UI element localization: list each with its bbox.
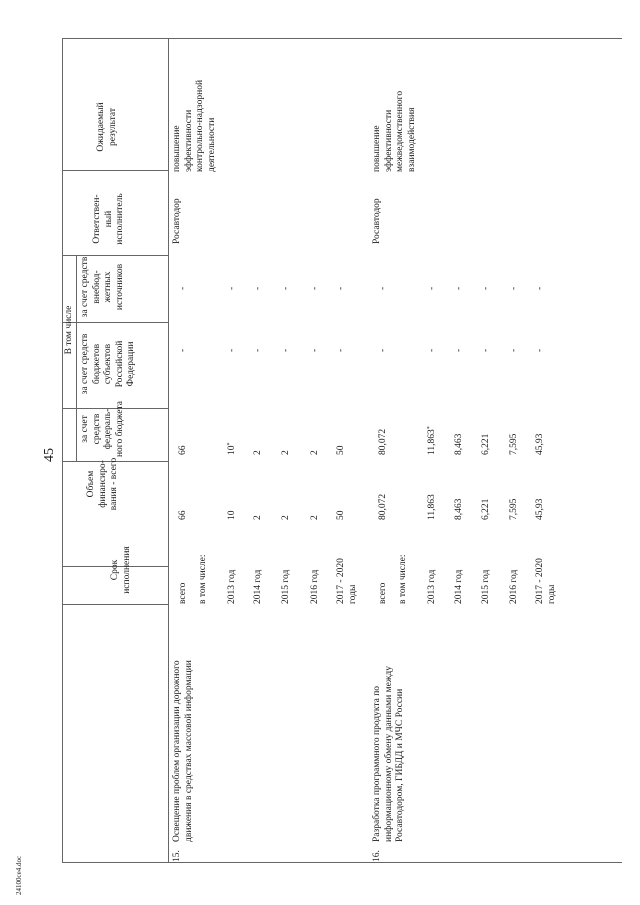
term: 2013 год xyxy=(427,569,437,604)
header-sep-6 xyxy=(62,170,168,171)
term: 2016 год xyxy=(509,569,519,604)
regional: - xyxy=(281,348,291,352)
extra: - xyxy=(535,286,545,290)
regional: - xyxy=(454,348,464,352)
volume: 8,463 xyxy=(454,498,464,520)
extra: - xyxy=(336,286,346,290)
federal: 80,072 xyxy=(378,428,388,455)
volume: 2 xyxy=(253,515,263,520)
extra: - xyxy=(509,286,519,290)
regional: - xyxy=(481,348,491,352)
regional: - xyxy=(178,348,188,352)
row-number: 16. xyxy=(372,850,382,862)
federal: 7,595 xyxy=(509,433,519,455)
header-volume: Объем финансиро-вания - всего xyxy=(86,457,119,511)
extra: - xyxy=(378,286,388,290)
extra: - xyxy=(454,286,464,290)
volume: 66 xyxy=(178,510,188,520)
term: всего xyxy=(178,582,188,604)
header-right-rule xyxy=(168,38,169,863)
row-number: 15. xyxy=(172,850,182,862)
regional: - xyxy=(336,348,346,352)
volume: 10 xyxy=(227,510,237,520)
executor: Росавтодор xyxy=(372,198,382,244)
measure-name: Освещение проблем организации дорожного движения в средствах массовой информации xyxy=(172,660,194,842)
term: 2015 год xyxy=(281,569,291,604)
term: 2017 - 2020 годы xyxy=(535,558,557,604)
extra: - xyxy=(253,286,263,290)
term: в том числе: xyxy=(398,554,408,604)
extra: - xyxy=(427,286,437,290)
expected-result: повышение эффективности межведомственного взаимодействия xyxy=(372,90,417,172)
term: 2013 год xyxy=(227,569,237,604)
federal: 2 xyxy=(253,450,263,455)
term: 2014 год xyxy=(454,569,464,604)
volume: 80,072 xyxy=(378,493,388,520)
term: 2017 - 2020 годы xyxy=(336,558,358,604)
footnote-mark: * xyxy=(227,442,233,446)
header-including: В том числе xyxy=(64,305,74,355)
federal: 6,221 xyxy=(481,433,491,455)
table-bottom-rule xyxy=(62,862,622,863)
term: 2016 год xyxy=(310,569,320,604)
table-left-rule xyxy=(62,38,63,863)
federal: 66 xyxy=(178,445,188,455)
federal: 2 xyxy=(281,450,291,455)
regional: - xyxy=(310,348,320,352)
regional: - xyxy=(535,348,545,352)
extra: - xyxy=(310,286,320,290)
extra: - xyxy=(227,286,237,290)
federal: 2 xyxy=(310,450,320,455)
regional: - xyxy=(378,348,388,352)
volume: 7,595 xyxy=(509,498,519,520)
document-id: 24100ce4.doc xyxy=(15,855,23,895)
header-federal: за счет средств федераль-ного бюджета xyxy=(80,400,125,458)
col-term-bottom xyxy=(62,604,63,605)
row-sep-top xyxy=(62,604,168,605)
header-executor: Ответствен-ный исполнитель xyxy=(92,193,125,245)
term: всего xyxy=(378,582,388,604)
extra: - xyxy=(178,286,188,290)
executor: Росавтодор xyxy=(172,198,182,244)
footnote-mark: * xyxy=(427,426,433,430)
page-number: 45 xyxy=(42,448,57,462)
top-edge-rule xyxy=(62,38,622,39)
regional: - xyxy=(509,348,519,352)
term: в том числе: xyxy=(198,554,208,604)
regional: - xyxy=(227,348,237,352)
header-term: Срок исполнения xyxy=(110,546,132,594)
volume: 45,93 xyxy=(535,498,545,520)
volume: 2 xyxy=(310,515,320,520)
including-top xyxy=(62,322,63,323)
measure-name: Разработка программного продукта по информационному обмену данными между Росавтодором, ГИБДД и МЧС России xyxy=(372,665,405,842)
header-regional: за счет средств бюджетов субъектов Российской Федерации xyxy=(80,333,136,395)
including-rule xyxy=(76,255,77,461)
volume: 50 xyxy=(336,510,346,520)
volume: 6,221 xyxy=(481,498,491,520)
header-result: Ожидаемый результат xyxy=(96,102,118,152)
volume: 2 xyxy=(281,515,291,520)
federal: 8,463 xyxy=(454,433,464,455)
federal: 11,863* xyxy=(427,426,437,455)
volume: 11,863 xyxy=(427,494,437,520)
header-sep-4 xyxy=(62,322,168,323)
header-extra: за счет средств внебюд-жетных источников xyxy=(80,256,125,318)
extra: - xyxy=(481,286,491,290)
federal: 10* xyxy=(227,442,237,455)
federal: 45,93 xyxy=(535,433,545,455)
regional: - xyxy=(427,348,437,352)
term: 2015 год xyxy=(481,569,491,604)
regional: - xyxy=(253,348,263,352)
term: 2014 год xyxy=(253,569,263,604)
expected-result: повышение эффективности контрольно-надзорной деятельности xyxy=(172,79,217,172)
federal: 50 xyxy=(336,445,346,455)
extra: - xyxy=(281,286,291,290)
